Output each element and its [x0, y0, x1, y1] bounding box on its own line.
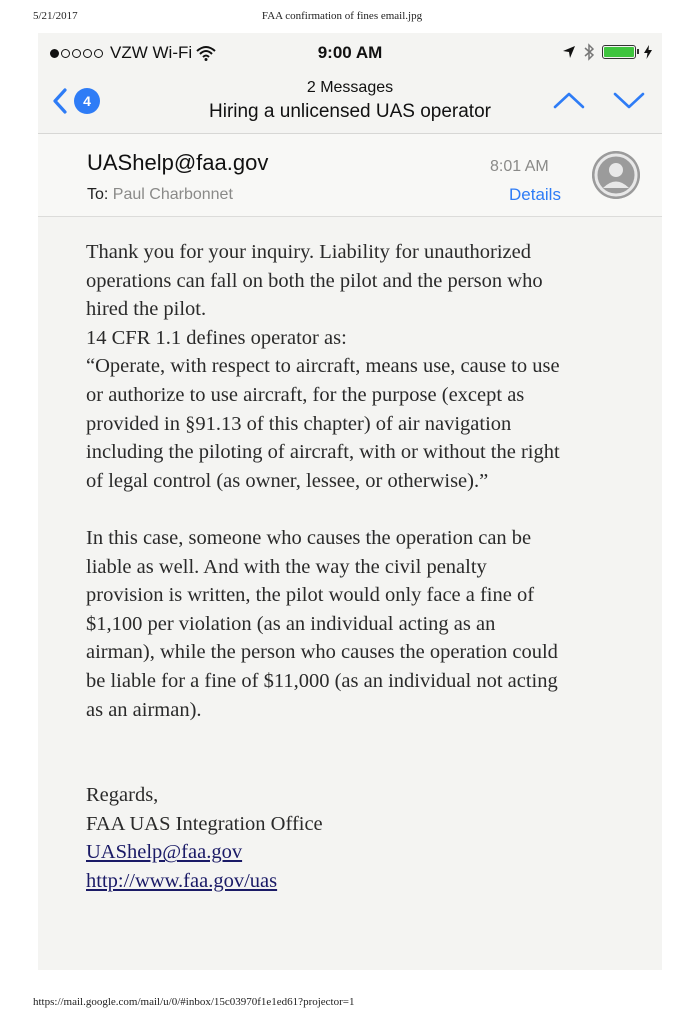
avatar-icon [592, 151, 640, 199]
email-time: 8:01 AM [490, 158, 549, 175]
body-line: provision is written, the pilot would only face a fine of [86, 584, 535, 607]
signature-office: FAA UAS Integration Office [86, 812, 323, 835]
body-line: liable as well. And with the way the civil penalty [86, 555, 487, 578]
message-count: 2 Messages [306, 79, 394, 96]
email-header [38, 134, 662, 217]
to-label: To: [87, 186, 109, 203]
print-date: 5/21/2017 [33, 10, 78, 22]
body-line: provided in §91.13 of this chapter) of air navigation [86, 412, 512, 435]
phone-screen [38, 33, 662, 970]
body-line: be liable for a fine of $11,000 (as an individual not acting [86, 669, 558, 692]
body-line: airman), while the person who causes the operation could [86, 641, 558, 664]
message-navbar [38, 73, 662, 134]
carrier-name: VZW Wi-Fi [110, 43, 193, 62]
status-bar [38, 33, 662, 73]
bluetooth-icon [584, 43, 594, 61]
unread-count-badge: 4 [74, 88, 100, 114]
print-header [0, 10, 684, 30]
body-line: In this case, someone who causes the operation can be [86, 526, 532, 549]
recipient-line [87, 186, 233, 204]
status-icons [562, 43, 652, 61]
status-time: 9:00 AM [317, 43, 383, 62]
body-line: 14 CFR 1.1 defines operator as: [86, 326, 347, 349]
body-line: hired the pilot. [86, 298, 207, 321]
print-footer-url: https://mail.google.com/mail/u/0/#inbox/15c03970f1e1ed61?projector=1 [33, 996, 355, 1008]
signature-email-link[interactable]: UAShelp@faa.gov [86, 841, 243, 864]
body-line: “Operate, with respect to aircraft, means use, cause to use [86, 355, 560, 378]
signature-regards: Regards, [86, 784, 159, 807]
down-chevron-icon[interactable] [612, 89, 646, 111]
body-line: Thank you for your inquiry. Liability for unauthorized [86, 241, 532, 263]
body-line: $1,100 per violation (as an individual acting as an [86, 612, 496, 635]
body-line: of legal control (as owner, lessee, or otherwise).” [86, 469, 489, 492]
location-arrow-icon [562, 45, 576, 59]
thread-navigation [552, 89, 646, 111]
print-title: FAA confirmation of fines email.jpg [261, 10, 423, 22]
email-body [86, 238, 626, 896]
battery-icon [602, 45, 636, 59]
thread-subject: Hiring a unlicensed UAS operator [209, 101, 491, 122]
charging-bolt-icon [644, 45, 652, 59]
details-link[interactable]: Details [509, 185, 561, 204]
signature-web-link[interactable]: http://www.faa.gov/uas [86, 870, 278, 893]
recipient-name[interactable]: Paul Charbonnet [112, 186, 233, 203]
body-line: operations can fall on both the pilot and the person who [86, 269, 543, 292]
sender-address[interactable]: UAShelp@faa.gov [87, 150, 269, 175]
body-line: including the piloting of aircraft, with or without the right [86, 441, 560, 464]
up-chevron-icon[interactable] [552, 89, 586, 111]
body-line: as an airman). [86, 698, 202, 721]
body-line: or authorize to use aircraft, for the purpose (except as [86, 383, 525, 406]
